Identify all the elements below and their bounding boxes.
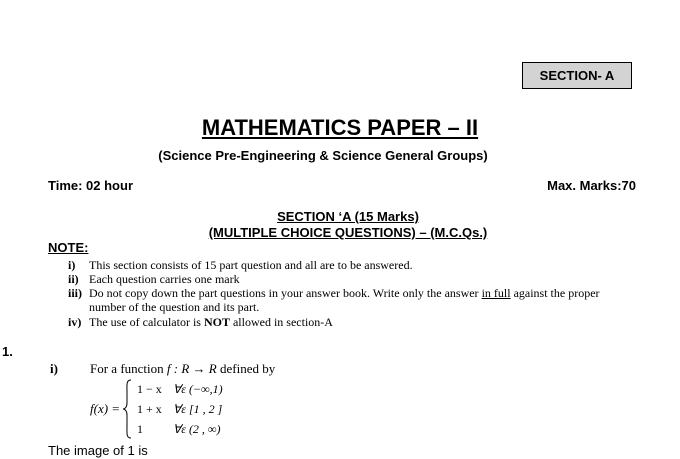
- case-condition: ∀ε [1 , 2 ]: [173, 402, 223, 416]
- note-text-part: The use of calculator is: [89, 315, 204, 329]
- note-text-part: Do not copy down the part questions in your answer book. Write only the answer: [89, 286, 482, 300]
- question-prompt: The image of 1 is: [48, 443, 148, 458]
- question-number: 1.: [2, 344, 13, 359]
- note-text-underlined: in full: [481, 286, 511, 300]
- paper-title: MATHEMATICS PAPER – II: [201, 115, 479, 140]
- note-item: [68, 315, 629, 330]
- sub-question-label: i): [50, 361, 58, 376]
- case-expression: 1 + x: [137, 402, 162, 416]
- note-item: [68, 258, 629, 273]
- case-condition: ∀ε (2 , ∞): [173, 422, 221, 436]
- note-item-text: This section consists of 15 part question and all are to be answered.: [89, 258, 413, 272]
- section-a-box: SECTION- A: [522, 62, 632, 89]
- paper-subtitle: (Science Pre-Engineering & Science General Groups): [158, 148, 488, 163]
- case-expression: 1: [137, 422, 143, 436]
- piecewise-case: [137, 382, 223, 397]
- note-item-number: i): [68, 258, 76, 272]
- piecewise-case: [137, 402, 222, 417]
- time-allowed: Time: 02 hour: [48, 178, 134, 193]
- note-item: [68, 286, 629, 314]
- case-condition: ∀ε (−∞,1): [173, 382, 223, 396]
- section-heading-line1: SECTION ‘A (15 Marks): [277, 209, 419, 224]
- section-heading: [0, 209, 680, 241]
- note-item: [68, 272, 629, 287]
- function-mapping: f : R → R: [166, 361, 217, 376]
- question-defined-by: defined by: [219, 361, 276, 376]
- max-marks: Max. Marks:70: [547, 178, 636, 193]
- sub-question-text: [90, 361, 275, 377]
- note-text-bold: NOT: [203, 315, 230, 329]
- note-item-text: Each question carries one mark: [89, 272, 240, 286]
- note-item-number: iii): [68, 286, 82, 300]
- section-heading-line2: (MULTIPLE CHOICE QUESTIONS) – (M.C.Qs.): [208, 225, 488, 240]
- note-label: NOTE:: [48, 240, 89, 255]
- piecewise-case: [137, 422, 220, 437]
- note-item-text: [89, 315, 629, 329]
- note-item-number: ii): [68, 272, 79, 286]
- note-item-number: iv): [68, 315, 82, 329]
- left-brace-icon: [122, 379, 132, 439]
- question-intro: For a function: [90, 361, 164, 376]
- case-expression: 1 − x: [137, 382, 162, 396]
- note-text-part: allowed in section-A: [229, 315, 333, 329]
- note-text-part: against the proper number of the question and its part.: [89, 286, 600, 314]
- note-item-text: [89, 286, 629, 314]
- function-label: f(x) =: [90, 401, 121, 416]
